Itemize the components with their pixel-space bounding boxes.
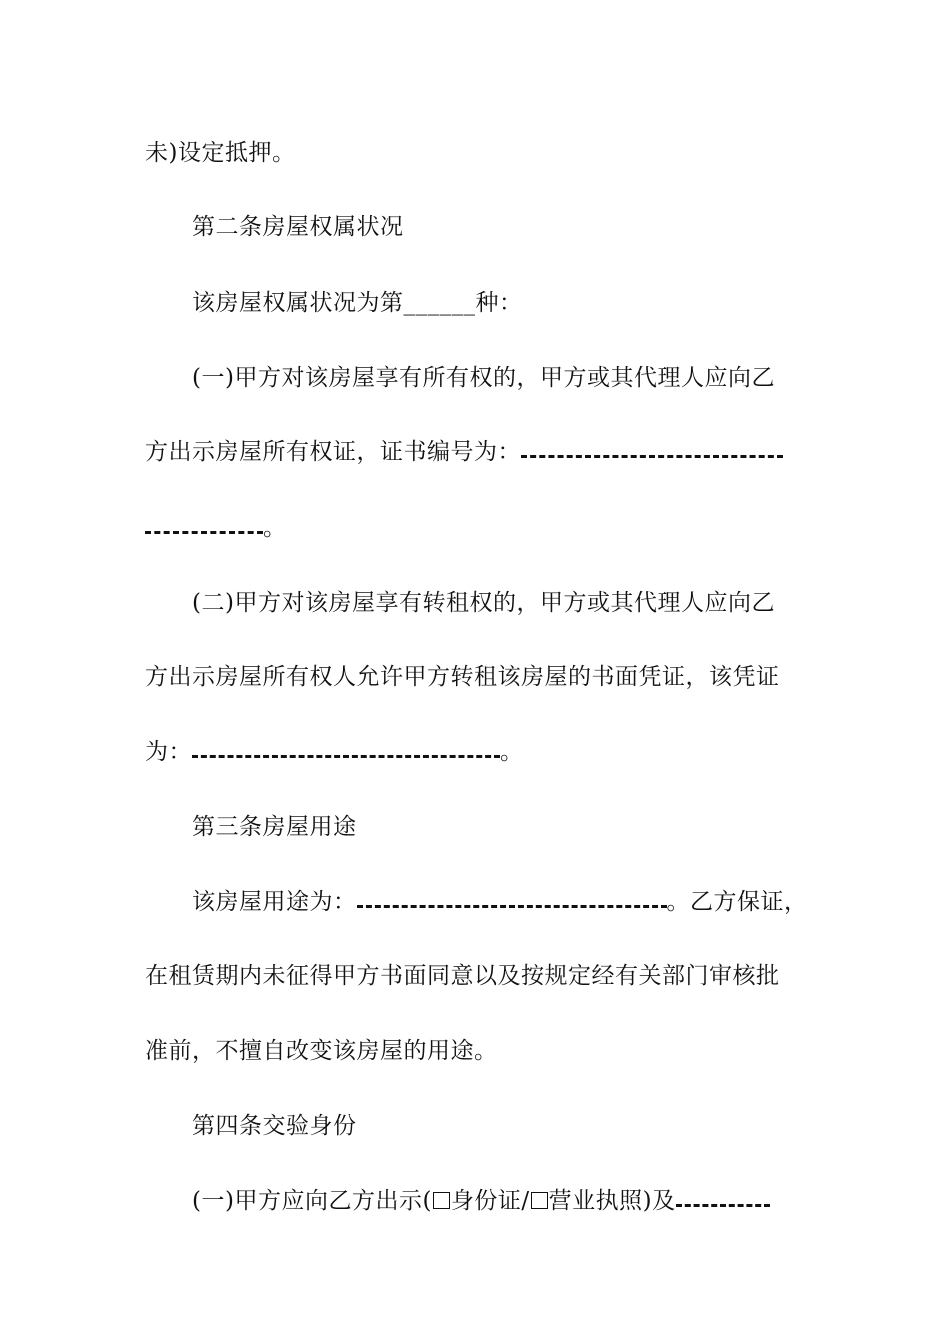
text: 营业执照)及 [548,1188,676,1214]
text: 身份证/ [450,1188,530,1214]
text: 准前，不擅自改变该房屋的用途。 [145,1038,498,1064]
paragraph-line-11 [192,887,817,917]
paragraph-line-15 [192,1186,817,1216]
id-card-checkbox[interactable] [433,1192,450,1209]
usage-blank[interactable] [357,905,667,908]
text: 。 [500,739,524,765]
heading-text: 第四条交验身份 [192,1113,357,1139]
text: (一)甲方对该房屋享有所有权的，甲方或其代理人应向乙 [192,365,775,391]
text: 。 [263,515,287,541]
paragraph-line-13 [145,1036,815,1066]
paragraph-line-5 [145,437,815,467]
voucher-blank[interactable] [192,755,500,758]
paragraph-line-9 [145,737,815,767]
text: 种： [475,290,523,316]
paragraph-line-6 [145,513,815,543]
heading-text: 第三条房屋用途 [192,814,357,840]
paragraph-line-4 [192,363,817,393]
fill-blank: ______ [403,290,476,316]
paragraph-line-12 [145,961,815,991]
text: 为： [145,739,192,765]
text: 该房屋权属状况为第 [192,290,404,316]
paragraph-line-7 [192,588,817,618]
section-heading-3 [192,812,817,842]
document-blank[interactable] [676,1204,770,1207]
paragraph-line-8 [145,662,815,692]
paragraph-line-1 [145,138,815,168]
heading-text: 第二条房屋权属状况 [192,214,404,240]
section-heading-2 [192,212,817,242]
certificate-number-blank[interactable] [521,455,783,458]
text: (一)甲方应向乙方出示( [192,1188,432,1214]
certificate-number-blank-cont[interactable] [145,531,263,534]
text: 方出示房屋所有权证，证书编号为： [145,439,521,465]
section-heading-4 [192,1111,817,1141]
text: (二)甲方对该房屋享有转租权的，甲方或其代理人应向乙 [192,590,775,616]
text: 。乙方保证， [666,889,808,915]
text: 该房屋用途为： [192,889,357,915]
text: 在租赁期内未征得甲方书面同意以及按规定经有关部门审核批 [145,963,780,989]
text: 方出示房屋所有权人允许甲方转租该房屋的书面凭证，该凭证 [145,664,780,690]
text: 未)设定抵押。 [145,140,296,166]
paragraph-line-3 [192,288,817,318]
business-license-checkbox[interactable] [531,1192,548,1209]
